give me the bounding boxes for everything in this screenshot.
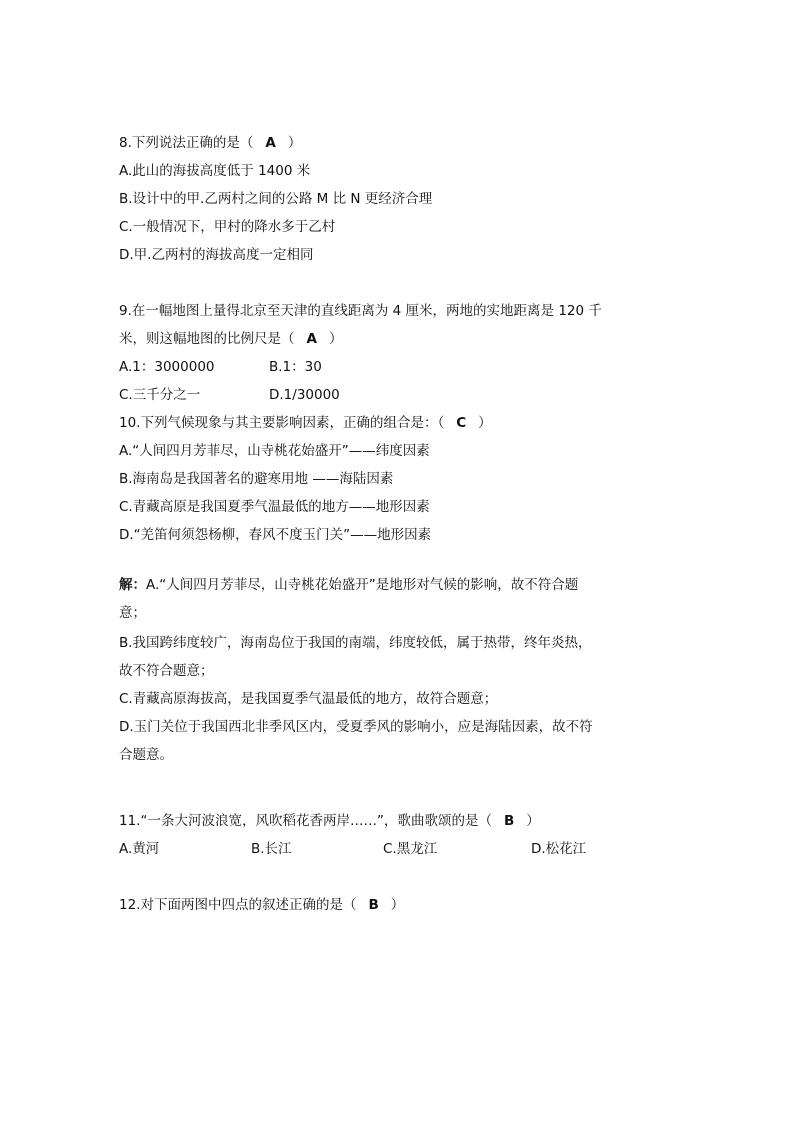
q10-stem-text: 10.下列气候现象与其主要影响因素，正确的组合是：（ <box>119 415 445 431</box>
q9-stem-text: 米，则这幅地图的比例尺是（ <box>119 331 295 347</box>
q11-stem-text: 11.“一条大河波浪宽，风吹稻花香两岸……”，歌曲歌颂的是（ <box>119 813 492 829</box>
solution-line-7: 合题意。 <box>119 747 173 763</box>
solution-text-1: A.“人间四月芳菲尽，山寺桃花始盛开”是地形对气候的影响，故不符合题 <box>146 577 579 593</box>
q10-option-b: B.海南岛是我国著名的避寒用地 ——海陆因素 <box>119 471 394 487</box>
q11-option-c: C.黑龙江 <box>383 841 438 857</box>
q8-option-b: B.设计中的甲.乙两村之间的公路 M 比 N 更经济合理 <box>119 191 433 207</box>
q9-stem-close: ） <box>328 331 343 347</box>
q9-options-row2 <box>119 386 340 404</box>
q8-option-a: A.此山的海拔高度低于 1400 米 <box>119 163 311 179</box>
q10-stem-close: ） <box>478 415 492 431</box>
solution-line-2: 意； <box>119 605 146 621</box>
q10-stem <box>119 414 492 432</box>
q10-option-d: D.“羌笛何须怨杨柳，春风不度玉门关”——地形因素 <box>119 527 432 543</box>
solution-line-5: C.青藏高原海拔高，是我国夏季气温最低的地方，故符合题意； <box>119 691 498 707</box>
q9-option-c: C.三千分之一 <box>119 387 201 403</box>
solution-line-1 <box>119 576 578 594</box>
q11-stem-close: ） <box>526 813 540 829</box>
solution-line-4: 故不符合题意； <box>119 663 214 679</box>
q11-options-row <box>119 840 586 858</box>
q12-stem-text: 12.对下面两图中四点的叙述正确的是（ <box>119 897 357 913</box>
q9-option-d: D.1/30000 <box>269 387 340 403</box>
q9-stem-line2 <box>119 330 342 348</box>
q8-option-c: C.一般情况下，甲村的降水多于乙村 <box>119 219 336 235</box>
q9-options-row1 <box>119 358 322 376</box>
q9-option-b: B.1：30 <box>269 359 322 375</box>
q10-option-a: A.“人间四月芳菲尽，山寺桃花始盛开”——纬度因素 <box>119 443 430 459</box>
q9-option-a: A.1：3000000 <box>119 359 215 375</box>
q8-stem-close: ） <box>287 135 302 151</box>
q10-option-c: C.青藏高原是我国夏季气温最低的地方——地形因素 <box>119 499 430 515</box>
q8-option-d: D.甲.乙两村的海拔高度一定相同 <box>119 247 314 263</box>
q11-answer: B <box>503 813 515 829</box>
q8-answer: A <box>265 135 276 151</box>
q9-answer: A <box>306 331 317 347</box>
q12-stem <box>119 896 404 914</box>
q8-stem-text: 8.下列说法正确的是（ <box>119 135 254 151</box>
q11-option-b: B.长江 <box>251 841 292 857</box>
q9-stem-line1: 9.在一幅地图上量得北京至天津的直线距离为 4 厘米，两地的实地距离是 120 千 <box>119 303 602 319</box>
solution-line-6: D.玉门关位于我国西北非季风区内，受夏季风的影响小，应是海陆因素，故不符 <box>119 719 593 735</box>
solution-line-3: B.我国跨纬度较广，海南岛位于我国的南端，纬度较低，属于热带，终年炎热， <box>119 635 592 651</box>
q11-option-a: A.黄河 <box>119 841 160 857</box>
q8-stem <box>119 134 301 152</box>
solution-label: 解： <box>119 577 146 593</box>
q12-stem-close: ） <box>390 897 405 913</box>
q12-answer: B <box>368 897 379 913</box>
q11-stem <box>119 812 540 830</box>
q11-option-d: D.松花江 <box>531 841 587 857</box>
q10-answer: C <box>456 415 467 431</box>
